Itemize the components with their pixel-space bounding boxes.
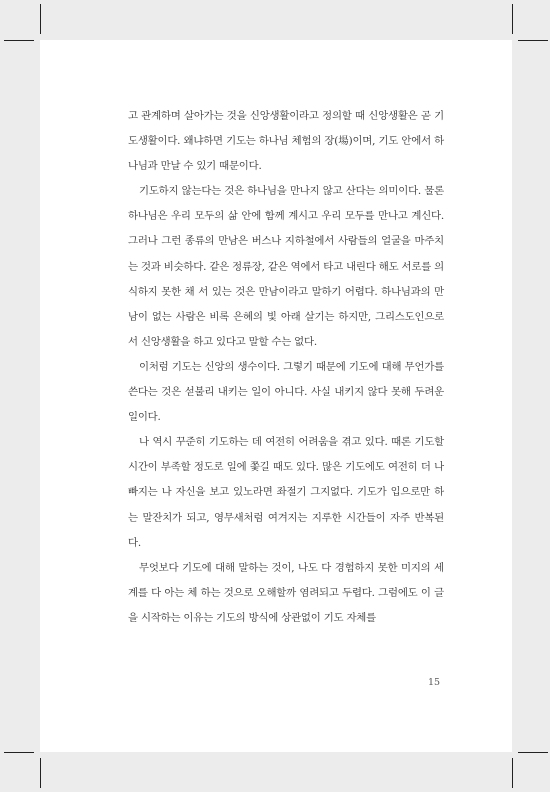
body-text	[128, 104, 444, 631]
crop-mark-br-v	[512, 758, 513, 788]
crop-mark-tr-h	[518, 40, 548, 41]
paragraph: 기도하지 않는다는 것은 하나님을 만나지 않고 산다는 의미이다. 물론 하나님은 우리 모두의 삶 안에 함께 계시고 우리 모두를 만나고 계신다. 그러나 그런 종류의 만남은 버스나 지하철에서 사람들의 얼굴을 마주치는 것과 비슷하다. 같은 정류장, 같은 역에서 타고 내린다 해도 서로를 의식하지 못한 채 서 있는 것은 만남이라고 말하기 어렵다. 하나님과의 만남이 없는 사람은 비록 은혜의 빛 아래 살기는 하지만, 그리스도인으로서 신앙생활을 하고 있다고 말할 수는 없다.	[128, 185, 444, 348]
paragraph: 무엇보다 기도에 대해 말하는 것이, 나도 다 경험하지 못한 미지의 세계를 다 아는 체 하는 것으로 오해할까 염려되고 두렵다. 그럼에도 이 글을 시작하는 이유는 기도의 방식에 상관없이 기도 자체를	[128, 561, 444, 624]
paragraph: 이처럼 기도는 신앙의 생수이다. 그렇기 때문에 기도에 대해 무언가를 쓴다는 것은 섣불리 내키는 일이 아니다. 사실 내키지 않다 못해 두려운 일이다.	[128, 360, 444, 424]
page-number: 15	[428, 677, 441, 688]
crop-mark-tl-h	[4, 40, 34, 41]
crop-mark-bl-v	[40, 758, 41, 788]
crop-mark-br-h	[518, 752, 548, 753]
crop-mark-tl-v	[40, 4, 41, 34]
paragraph: 나 역시 꾸준히 기도하는 데 여전히 어려움을 겪고 있다. 때론 기도할 시간이 부족할 정도로 일에 쫓길 때도 있다. 많은 기도에도 여전히 더 나빠지는 나 자신을 보고 있노라면 좌절기 그지없다. 기도가 입으로만 하는 말잔치가 되고, 영무새처럼 여겨지는 지루한 시간들이 자주 반복된다.	[128, 436, 444, 549]
paragraph: 고 관계하며 살아가는 것을 신앙생활이라고 정의할 때 신앙생활은 곧 기도생활이다. 왜냐하면 기도는 하나님 체험의 장(場)이며, 기도 안에서 하나님과 만날 수 있기 때문이다.	[128, 110, 444, 173]
crop-mark-tr-v	[512, 4, 513, 34]
crop-mark-bl-h	[4, 752, 34, 753]
